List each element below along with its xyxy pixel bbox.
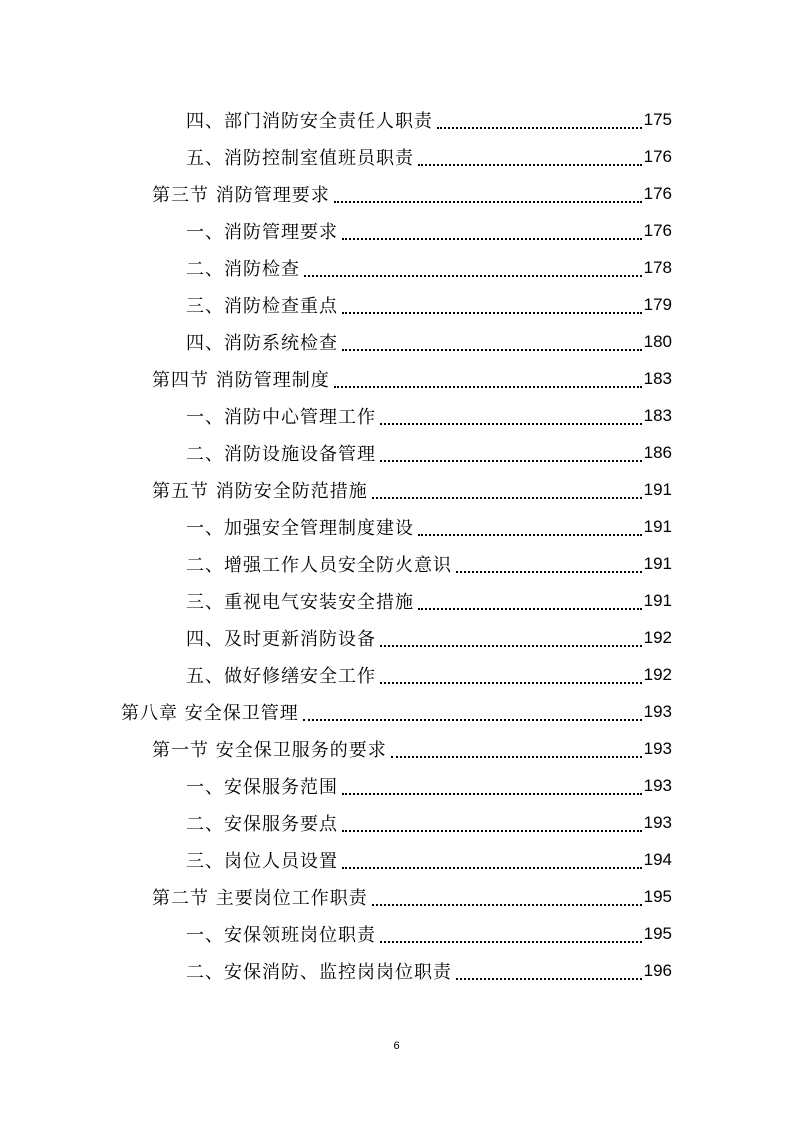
dot-leader [342, 238, 642, 240]
toc-entry-page: 186 [643, 442, 672, 462]
toc-entry-title: 第五节 消防安全防范措施 [152, 480, 368, 502]
toc-entry-page: 196 [643, 960, 672, 980]
toc-entry-page: 194 [643, 849, 672, 869]
dot-leader [418, 608, 642, 610]
dot-leader [437, 127, 642, 129]
toc-entry[interactable] [186, 619, 672, 656]
toc-entry-title: 三、岗位人员设置 [186, 850, 338, 872]
dot-leader [456, 571, 642, 573]
toc-entry-title: 四、部门消防安全责任人职责 [186, 110, 433, 132]
toc-entry[interactable] [186, 656, 672, 693]
toc-entry-title: 二、安保消防、监控岗岗位职责 [186, 961, 452, 983]
toc-entry-page: 183 [643, 368, 672, 388]
toc-entry-page: 193 [643, 775, 672, 795]
toc-entry-page: 195 [643, 886, 672, 906]
toc-entry-page: 178 [643, 257, 672, 277]
toc-entry[interactable] [186, 915, 672, 952]
toc-entry[interactable] [186, 212, 672, 249]
dot-leader [303, 719, 642, 721]
toc-entry-page: 176 [643, 146, 672, 166]
toc-entry-title: 二、消防设施设备管理 [186, 443, 376, 465]
toc-entry-title: 一、安保领班岗位职责 [186, 924, 376, 946]
toc-entry[interactable] [186, 508, 672, 545]
toc-entry-page: 191 [643, 553, 672, 573]
toc-entry-title: 一、消防管理要求 [186, 221, 338, 243]
toc-entry-page: 195 [643, 923, 672, 943]
toc-entry-title: 三、消防检查重点 [186, 295, 338, 317]
toc-entry[interactable] [186, 952, 672, 989]
dot-leader [391, 756, 642, 758]
toc-entry-page: 192 [643, 627, 672, 647]
dot-leader [380, 941, 642, 943]
dot-leader [372, 904, 642, 906]
page-number: 6 [393, 1040, 400, 1052]
toc-entry[interactable] [152, 878, 672, 915]
toc-entry[interactable] [186, 286, 672, 323]
toc-entry[interactable] [121, 693, 672, 730]
dot-leader [342, 830, 642, 832]
toc-entry-page: 193 [643, 701, 672, 721]
toc-entry[interactable] [152, 360, 672, 397]
dot-leader [372, 497, 642, 499]
toc-entry[interactable] [186, 323, 672, 360]
dot-leader [342, 867, 642, 869]
dot-leader [342, 312, 642, 314]
toc-entry[interactable] [186, 767, 672, 804]
toc-entry[interactable] [152, 730, 672, 767]
toc-entry-page: 180 [643, 331, 672, 351]
toc-entry-title: 一、安保服务范围 [186, 776, 338, 798]
toc-entry[interactable] [152, 175, 672, 212]
toc-entry[interactable] [186, 582, 672, 619]
dot-leader [342, 349, 642, 351]
toc-entry-title: 五、消防控制室值班员职责 [186, 147, 414, 169]
toc-entry[interactable] [186, 138, 672, 175]
toc-entry-title: 第八章 安全保卫管理 [121, 702, 299, 724]
toc-entry-page: 191 [643, 516, 672, 536]
toc-entry-title: 二、安保服务要点 [186, 813, 338, 835]
toc-entry[interactable] [186, 249, 672, 286]
toc-entry-title: 一、加强安全管理制度建设 [186, 517, 414, 539]
dot-leader [380, 460, 642, 462]
toc-entry-page: 175 [643, 109, 672, 129]
toc-entry-page: 191 [643, 479, 672, 499]
toc-entry[interactable] [186, 841, 672, 878]
toc-entry-page: 176 [643, 220, 672, 240]
toc-entry-page: 176 [643, 183, 672, 203]
toc-entry-title: 五、做好修缮安全工作 [186, 665, 376, 687]
toc-entry-page: 193 [643, 812, 672, 832]
toc-entry-title: 三、重视电气安装安全措施 [186, 591, 414, 613]
toc-entry-title: 二、增强工作人员安全防火意识 [186, 554, 452, 576]
dot-leader [380, 423, 642, 425]
toc-entry[interactable] [152, 471, 672, 508]
toc-entry-page: 191 [643, 590, 672, 610]
toc-entry-title: 第二节 主要岗位工作职责 [152, 887, 368, 909]
toc-entry-title: 四、消防系统检查 [186, 332, 338, 354]
toc-entry[interactable] [186, 545, 672, 582]
toc-entry[interactable] [186, 434, 672, 471]
toc-entry-title: 第一节 安全保卫服务的要求 [152, 739, 387, 761]
dot-leader [380, 645, 642, 647]
dot-leader [456, 978, 642, 980]
dot-leader [418, 534, 642, 536]
toc-entry[interactable] [186, 804, 672, 841]
toc-entry-title: 第三节 消防管理要求 [152, 184, 330, 206]
dot-leader [334, 201, 642, 203]
toc-entry-page: 179 [643, 294, 672, 314]
toc-entry-title: 二、消防检查 [186, 258, 300, 280]
dot-leader [304, 275, 642, 277]
toc-entry-page: 183 [643, 405, 672, 425]
toc-entry-page: 193 [643, 738, 672, 758]
toc-entry-title: 第四节 消防管理制度 [152, 369, 330, 391]
dot-leader [380, 682, 642, 684]
dot-leader [342, 793, 642, 795]
toc-entry[interactable] [186, 397, 672, 434]
toc-entry-title: 一、消防中心管理工作 [186, 406, 376, 428]
toc-entry-page: 192 [643, 664, 672, 684]
dot-leader [418, 164, 642, 166]
dot-leader [334, 386, 642, 388]
toc-entry[interactable] [186, 101, 672, 138]
toc-entry-title: 四、及时更新消防设备 [186, 628, 376, 650]
